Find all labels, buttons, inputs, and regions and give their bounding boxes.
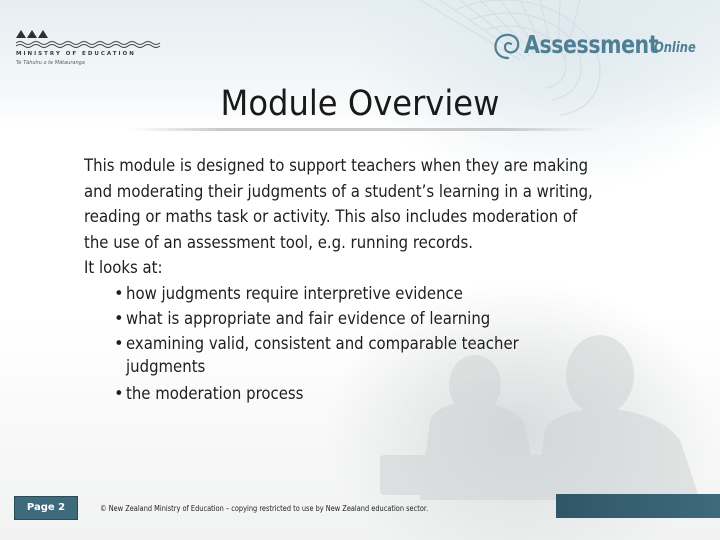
- slide-title: Module Overview: [220, 84, 500, 124]
- bullet-text: examining valid, consistent and comparable teacher: [126, 333, 519, 353]
- list-item: [84, 332, 644, 378]
- logo-word-assessment: Assessment: [524, 30, 659, 59]
- lead-in-text: It looks at:: [84, 258, 163, 277]
- intro-line: the use of an assessment tool, e.g. running records.: [84, 232, 474, 252]
- bullet-icon: •: [114, 309, 124, 328]
- assessment-online-logo: [490, 28, 710, 68]
- bullet-text: the moderation process: [126, 383, 304, 403]
- ministry-maori-name: Te Tāhuhu o te Mātauranga: [16, 60, 85, 66]
- copyright-notice: © New Zealand Ministry of Education – copying restricted to use by New Zealand education sector.: [100, 504, 429, 513]
- logo-word-online: Online: [654, 40, 696, 56]
- list-item: [84, 381, 644, 407]
- intro-paragraph: [84, 153, 644, 255]
- intro-line: reading or maths task or activity. This also includes moderation of: [84, 207, 578, 226]
- ministry-hills-icon: [16, 28, 56, 40]
- intro-line: and moderating their judgments of a student’s learning in a writing,: [84, 181, 593, 201]
- bullet-text: what is appropriate and fair evidence of learning: [126, 309, 491, 328]
- page-number-badge: Page 2: [14, 496, 78, 520]
- ministry-wave-rule: [16, 40, 161, 48]
- slide-body: [84, 153, 644, 406]
- list-item: [84, 281, 644, 307]
- intro-line: This module is designed to support teachers when they are making: [84, 156, 589, 175]
- bullet-icon: •: [114, 333, 124, 353]
- ministry-name: MINISTRY OF EDUCATION: [16, 51, 136, 57]
- list-item: [84, 306, 644, 332]
- title-underline: [130, 128, 600, 131]
- bullet-text: how judgments require interpretive evidence: [126, 283, 463, 303]
- ministry-logo: [14, 28, 164, 68]
- shell-swirl-icon: [492, 30, 524, 62]
- bullet-icon: •: [114, 383, 124, 403]
- footer-accent-bar: [556, 494, 720, 518]
- bullet-text-continuation: judgments: [126, 356, 206, 376]
- bullet-icon: •: [114, 283, 124, 303]
- bullet-list: [84, 281, 644, 407]
